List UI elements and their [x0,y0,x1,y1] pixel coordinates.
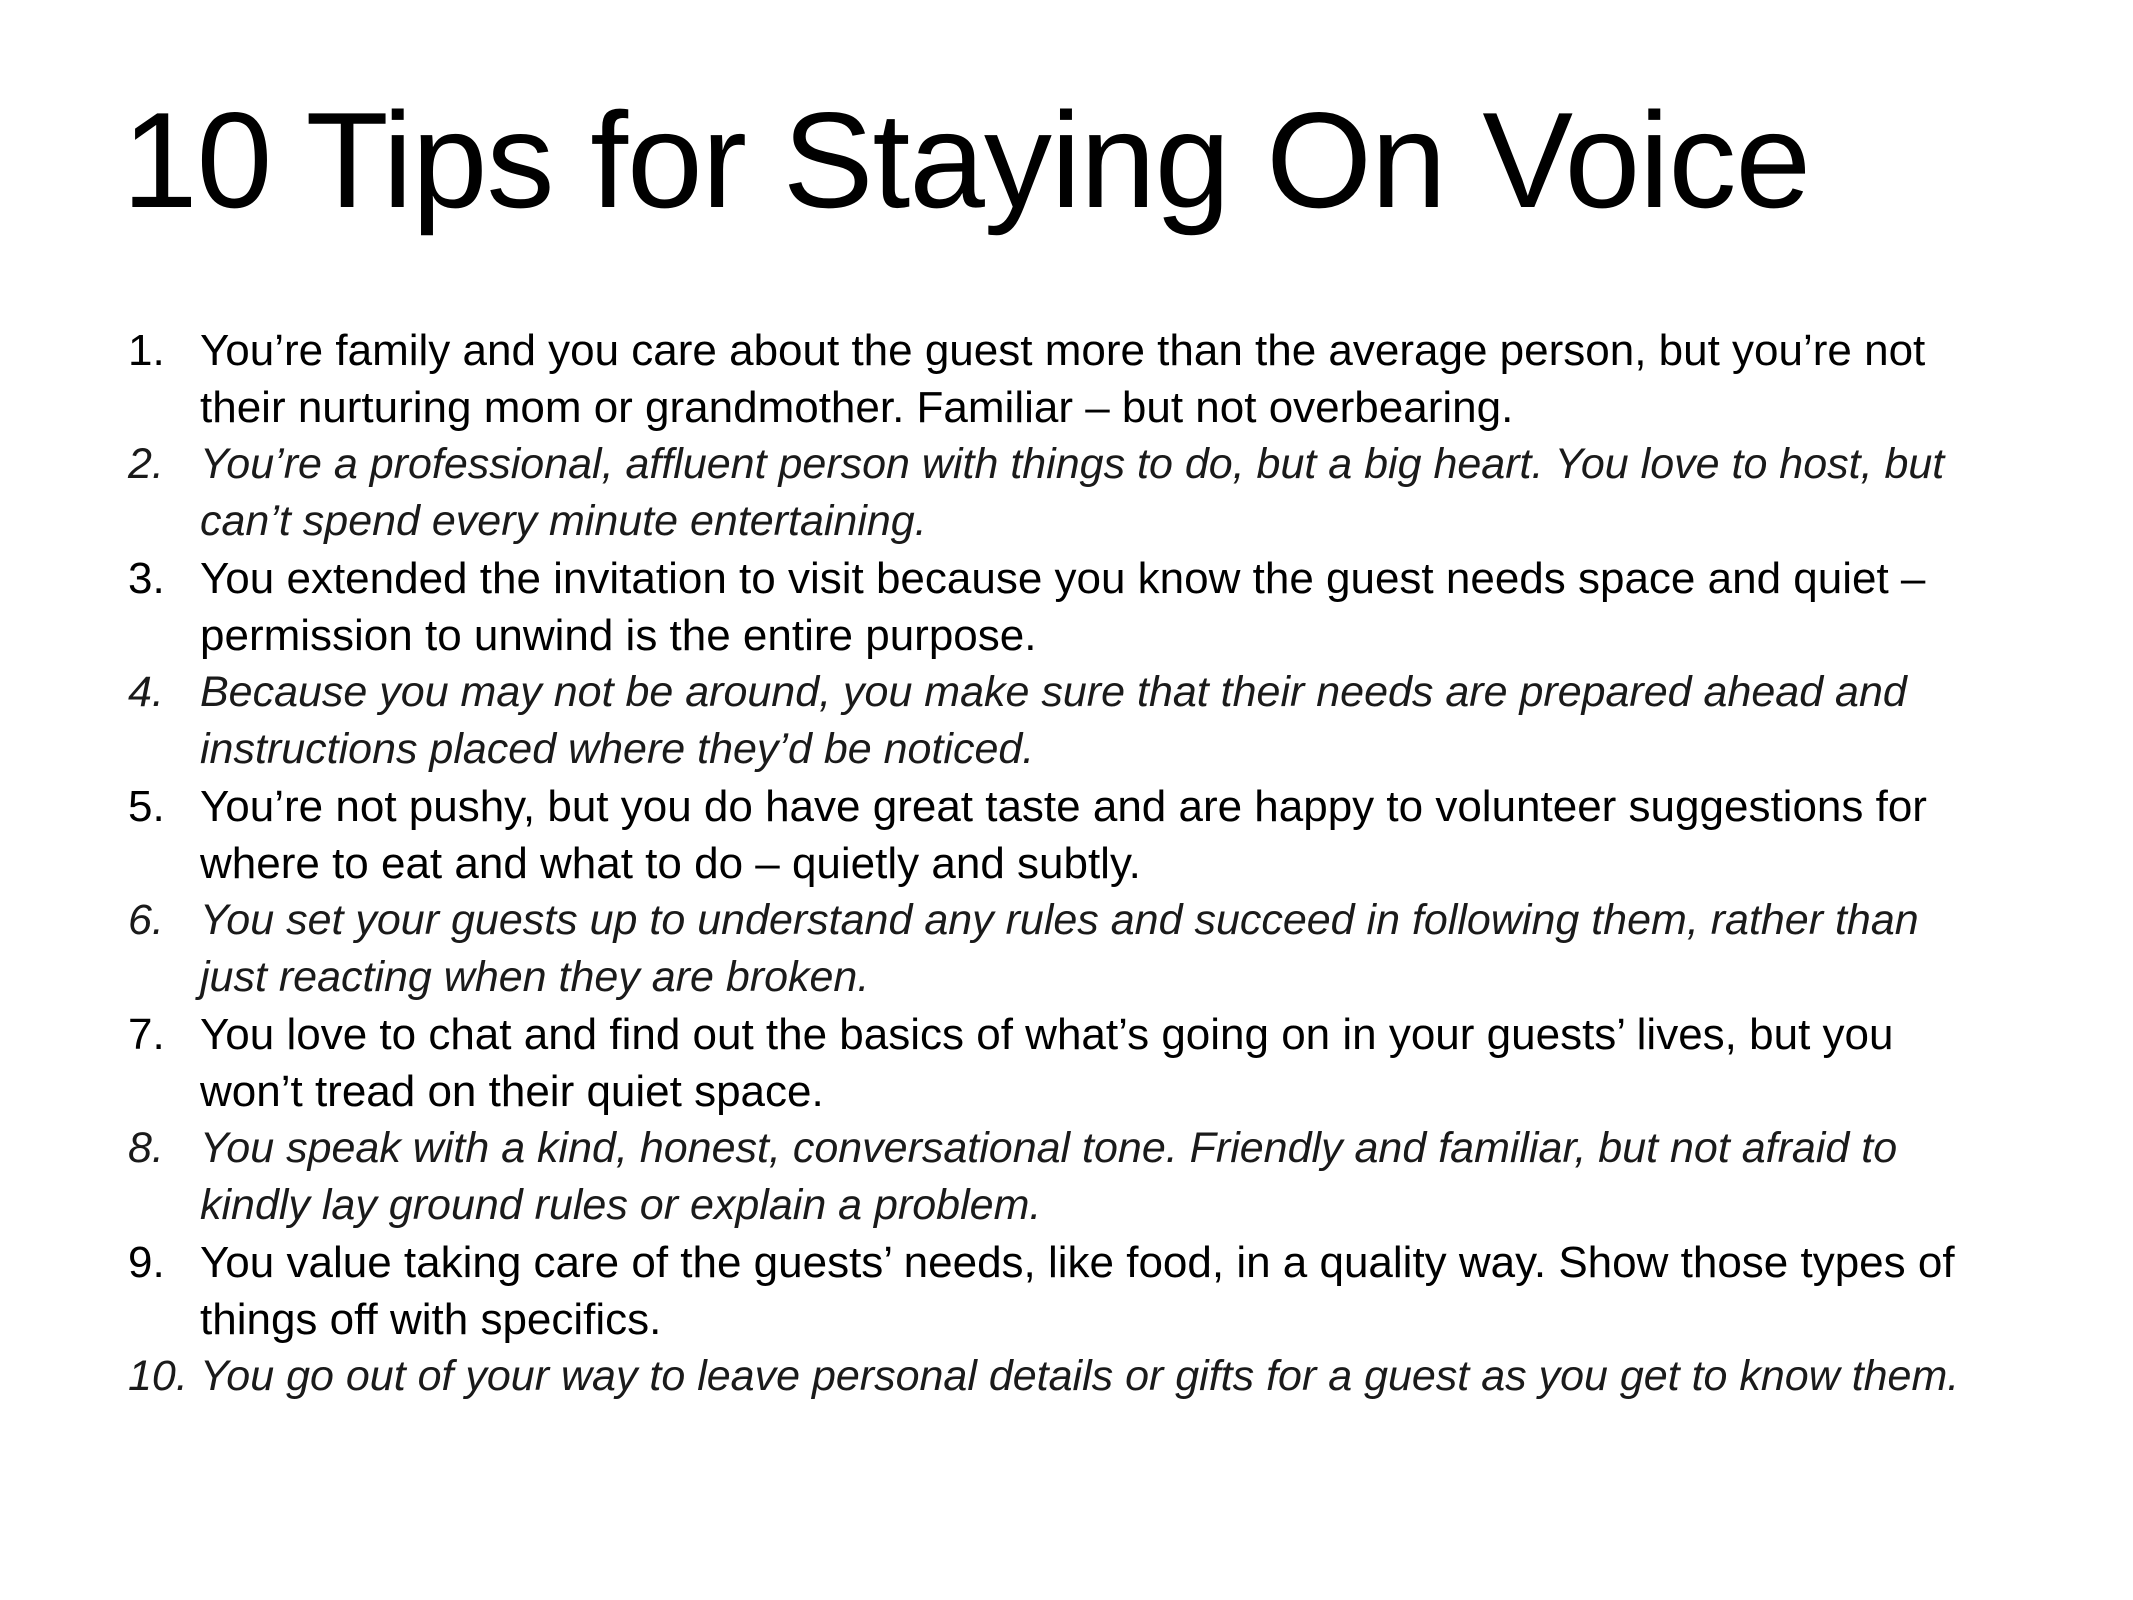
tip-text: You go out of your way to leave personal details or gifts for a guest as you get to know them. [200,1352,1960,1400]
tip-text: You’re family and you care about the guest more than the average person, but you’re not their nurturing mom or grandmother. Familiar – but not overbearing. [200,326,1926,432]
tip-text: You value taking care of the guests’ needs, like food, in a quality way. Show those types of things off with specifics. [200,1238,1955,1344]
tip-item-6 [128,892,1988,1006]
tip-number: 9. [128,1238,165,1287]
tip-item-8 [128,1120,1988,1234]
tip-number: 2. [128,440,164,488]
tip-number: 8. [128,1124,164,1172]
tip-text: You’re a professional, affluent person with things to do, but a big heart. You love to host, but can’t spend every minute entertaining. [200,440,1945,545]
tip-text: You set your guests up to understand any rules and succeed in following them, rather than just reacting when they are broken. [200,896,1919,1001]
tip-text: Because you may not be around, you make sure that their needs are prepared ahead and instructions placed where they’d be noticed. [200,668,1907,773]
tip-number: 7. [128,1010,165,1059]
tip-item-7 [128,1006,1988,1120]
tip-number: 3. [128,554,165,603]
tip-item-9 [128,1234,1988,1348]
tip-item-2 [128,436,1988,550]
tip-number: 1. [128,326,165,375]
tips-list [128,322,1988,1405]
tip-item-3 [128,550,1988,664]
slide-title: 10 Tips for Staying On Voice [122,84,1811,236]
tip-item-10 [128,1348,1988,1405]
tip-number: 10. [128,1352,188,1400]
tip-number: 4. [128,668,164,716]
tip-item-5 [128,778,1988,892]
tip-item-1 [128,322,1988,436]
tip-text: You speak with a kind, honest, conversational tone. Friendly and familiar, but not afraid to kindly lay ground rules or explain a problem. [200,1124,1898,1229]
tip-text: You extended the invitation to visit because you know the guest needs space and quiet – permission to unwind is the entire purpose. [200,554,1926,660]
tip-number: 6. [128,896,164,944]
tip-text: You love to chat and find out the basics of what’s going on in your guests’ lives, but you won’t tread on their quiet space. [200,1010,1894,1116]
tip-item-4 [128,664,1988,778]
tip-number: 5. [128,782,165,831]
tip-text: You’re not pushy, but you do have great taste and are happy to volunteer suggestions for where to eat and what to do – quietly and subtly. [200,782,1927,888]
